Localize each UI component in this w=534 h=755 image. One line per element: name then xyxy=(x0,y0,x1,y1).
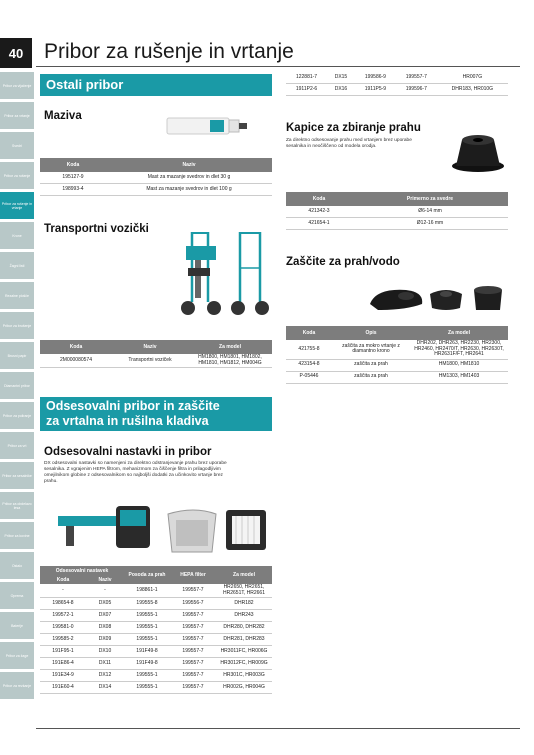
maziva-row xyxy=(40,184,272,196)
sidebar-item[interactable]: Pribor za žage xyxy=(0,642,34,669)
page-number: 40 xyxy=(0,38,32,68)
top-right-row xyxy=(286,84,508,96)
table-cell: 191E86-4 xyxy=(40,658,86,670)
kapice-description: Za direktno odsesovanje prahu med vrtanjem brez uporabe sesalnika in neočiščeno od modela orodja. xyxy=(286,138,412,149)
table-cell: - xyxy=(86,584,124,598)
col-naziv: Naziv xyxy=(86,575,124,584)
sidebar-item[interactable]: Svedri xyxy=(0,132,34,159)
odsesovalni-row xyxy=(40,682,272,694)
odsesovalni-row xyxy=(40,622,272,634)
odsesovalni-row xyxy=(40,610,272,622)
table-cell: HM1303, HM1403 xyxy=(410,371,508,383)
table-cell: Mast za mazanje svedrov in dlet 30 g xyxy=(106,172,272,184)
col-opis: Opis xyxy=(332,326,410,340)
table-cell: 199557-7 xyxy=(170,646,216,658)
table-cell: DHR183, HR010G xyxy=(437,84,508,96)
group-header: Odsesovalni nastavek xyxy=(40,566,124,575)
kapice-row xyxy=(286,206,508,218)
table-cell: DX09 xyxy=(86,634,124,646)
page-title: Pribor za rušenje in vrtanje xyxy=(44,40,294,63)
table-cell: 199555-1 xyxy=(124,670,170,682)
table-cell: 199556-7 xyxy=(170,598,216,610)
maziva-heading: Maziva xyxy=(44,110,82,122)
table-cell: 122881-7 xyxy=(286,72,327,84)
table-cell: HR2650, HR2651, HR2651T, HR2661 xyxy=(216,584,272,598)
kapice-table xyxy=(286,192,508,230)
table-cell: 421755-8 xyxy=(286,340,332,359)
table-cell: 199557-7 xyxy=(170,610,216,622)
col-koda: Koda xyxy=(40,340,112,354)
table-cell: 1911P2-6 xyxy=(286,84,327,96)
table-cell: zaščita za prah xyxy=(332,359,410,371)
grease-tube-image xyxy=(166,114,248,138)
table-cell: DX10 xyxy=(86,646,124,658)
top-right-row xyxy=(286,72,508,84)
col-primerno: Primerno za svedre xyxy=(352,192,508,206)
table-cell: 423154-8 xyxy=(286,359,332,371)
odsesovalni-table xyxy=(40,566,272,694)
table-cell: Ø6-14 mm xyxy=(352,206,508,218)
zascite-row xyxy=(286,359,508,371)
sidebar-item[interactable]: Diamantni pribor xyxy=(0,372,34,399)
dust-extractor-images xyxy=(56,498,272,560)
top-right-table xyxy=(286,72,508,96)
maziva-table xyxy=(40,158,272,196)
table-cell: 195127-9 xyxy=(40,172,106,184)
sidebar-item[interactable]: Pribor za rezkanje xyxy=(0,672,34,699)
table-cell: DX14 xyxy=(86,682,124,694)
table-cell: 199585-2 xyxy=(40,634,86,646)
sidebar-item[interactable]: Pribor za vijačenje xyxy=(0,72,34,99)
table-cell: 199586-9 xyxy=(355,72,396,84)
sidebar-item[interactable]: Pribor za rušenje in vrtanje xyxy=(0,192,34,219)
table-cell: HR3012FC, HR009G xyxy=(216,658,272,670)
zascite-row xyxy=(286,340,508,359)
sidebar-item[interactable]: Baterije xyxy=(0,612,34,639)
table-cell: 2M000080574 xyxy=(40,354,112,368)
odsesovalni-description: DX odsesovalni nastavki so namenjeni za direktno odstranjevanje prahu brez uporabe sesalnika. Z vgrajenim HEPA filtrom, mehanizmom za čiščenje filtra in prilagodljivim omejilnikom globine z odsesovalnikom so najboljši dodatki za učinkovito vrtanje brez prahu. xyxy=(44,461,227,484)
odsesovalni-heading: Odsesovalni nastavki in pribor xyxy=(44,446,212,458)
maziva-row xyxy=(40,172,272,184)
table-cell: 199557-7 xyxy=(170,634,216,646)
table-cell: 199557-7 xyxy=(170,670,216,682)
table-cell: 199557-7 xyxy=(170,658,216,670)
table-cell: HR3011FC, HR006G xyxy=(216,646,272,658)
section-header-line2: za vrtalna in rušilna kladiva xyxy=(46,414,209,428)
odsesovalni-row xyxy=(40,670,272,682)
table-cell: DX08 xyxy=(86,622,124,634)
col-naziv: Naziv xyxy=(112,340,188,354)
col-posoda: Posoda za prah xyxy=(124,566,170,584)
table-cell: 191F49-8 xyxy=(124,658,170,670)
table-cell: 191E34-9 xyxy=(40,670,86,682)
col-koda: Koda xyxy=(286,326,332,340)
odsesovalni-row xyxy=(40,584,272,598)
table-cell: 199555-1 xyxy=(124,622,170,634)
col-koda: Koda xyxy=(40,575,86,584)
table-cell: Ø12-16 mm xyxy=(352,218,508,230)
table-cell: 198861-1 xyxy=(124,584,170,598)
table-cell: DHR202, DHR263, HR2230, HR2300, HR2460, HR2470/T, HR2630, HR2630T, HR2631F/FT, HR2641 xyxy=(410,340,508,359)
table-cell: DX07 xyxy=(86,610,124,622)
col-hepa: HEPA filter xyxy=(170,566,216,584)
title-divider xyxy=(36,66,520,67)
sidebar-item[interactable]: Oprema xyxy=(0,582,34,609)
sidebar-item[interactable]: Pribor za vrt xyxy=(0,432,34,459)
sidebar-item[interactable]: Ostalo xyxy=(0,552,34,579)
kapice-row xyxy=(286,218,508,230)
table-cell: 199557-7 xyxy=(170,584,216,598)
kapice-heading: Kapice za zbiranje prahu xyxy=(286,122,421,134)
zascite-table xyxy=(286,326,508,384)
table-cell: - xyxy=(40,584,86,598)
table-cell: DHR280, DHR282 xyxy=(216,622,272,634)
table-cell: DHR182 xyxy=(216,598,272,610)
sidebar-item[interactable]: Pribor za obdelavo lesa xyxy=(0,492,34,519)
table-cell: 199555-1 xyxy=(124,634,170,646)
sidebar-item[interactable]: Pribor za vrtanje xyxy=(0,102,34,129)
col-naziv: Naziv xyxy=(106,158,272,172)
table-cell: 199596-7 xyxy=(396,84,437,96)
odsesovalni-row xyxy=(40,658,272,670)
table-cell: DX11 xyxy=(86,658,124,670)
table-cell: 199555-1 xyxy=(124,610,170,622)
table-cell: P-05446 xyxy=(286,371,332,383)
sidebar-item[interactable]: Žagni listi xyxy=(0,252,34,279)
table-cell: Mast za mazanje svedrov in dlet 100 g xyxy=(106,184,272,196)
table-cell: zaščita za prah xyxy=(332,371,410,383)
table-cell: HM1800, HM1801, HM1802, HM1810, HM1812, HM004G xyxy=(188,354,272,368)
col-za-model: Za model xyxy=(188,340,272,354)
dust-guard-images xyxy=(366,282,508,314)
table-cell: 199572-1 xyxy=(40,610,86,622)
table-cell: 199555-1 xyxy=(124,682,170,694)
section-header-odsesovalni xyxy=(40,397,272,431)
table-cell: 191F95-1 xyxy=(40,646,86,658)
table-cell: HM1800, HM1810 xyxy=(410,359,508,371)
table-cell: Transportni voziček xyxy=(112,354,188,368)
odsesovalni-row xyxy=(40,598,272,610)
vozicki-row xyxy=(40,354,272,368)
table-cell: DX05 xyxy=(86,598,124,610)
sidebar-item[interactable]: Pribor za rušenje xyxy=(0,162,34,189)
table-cell: HR007G xyxy=(437,72,508,84)
table-cell: 198654-8 xyxy=(40,598,86,610)
table-cell: DX15 xyxy=(327,72,355,84)
footer-divider xyxy=(36,728,520,729)
col-za-model: Za model xyxy=(216,566,272,584)
table-cell: 421654-1 xyxy=(286,218,352,230)
table-cell: 198993-4 xyxy=(40,184,106,196)
table-cell: 421342-3 xyxy=(286,206,352,218)
section-header-ostali: Ostali pribor xyxy=(40,74,272,96)
sidebar xyxy=(0,72,34,702)
table-cell: 199557-7 xyxy=(170,682,216,694)
dust-cap-image xyxy=(448,130,508,174)
zascite-row xyxy=(286,371,508,383)
col-koda: Koda xyxy=(286,192,352,206)
table-cell: zaščita za mokro vrtanje z diamantno krono xyxy=(332,340,410,359)
zascite-heading: Zaščite za prah/vodo xyxy=(286,256,400,268)
table-cell: HR002G, HR004G xyxy=(216,682,272,694)
sidebar-item[interactable]: Brusni papir xyxy=(0,342,34,369)
section-header-line1: Odsesovalni pribor in zaščite xyxy=(46,399,220,413)
sidebar-item[interactable]: Krone xyxy=(0,222,34,249)
table-cell: 199555-8 xyxy=(124,598,170,610)
table-cell: HR301C, HR003G xyxy=(216,670,272,682)
odsesovalni-row xyxy=(40,634,272,646)
table-cell: 199557-7 xyxy=(170,622,216,634)
table-cell: 199557-7 xyxy=(396,72,437,84)
col-za-model: Za model xyxy=(410,326,508,340)
table-cell: DX16 xyxy=(327,84,355,96)
sidebar-item[interactable]: Pribor za brušenje xyxy=(0,312,34,339)
vozicki-table xyxy=(40,340,272,368)
sidebar-item[interactable]: Pribor za sesalnike xyxy=(0,462,34,489)
table-cell: DHR243 xyxy=(216,610,272,622)
odsesovalni-row xyxy=(40,646,272,658)
table-cell: DX12 xyxy=(86,670,124,682)
vozicki-heading: Transportni vozički xyxy=(44,223,149,235)
col-koda: Koda xyxy=(40,158,106,172)
table-cell: 191F49-8 xyxy=(124,646,170,658)
table-cell: 191E60-4 xyxy=(40,682,86,694)
table-cell: 199581-0 xyxy=(40,622,86,634)
sidebar-item[interactable]: Rezalne plošče xyxy=(0,282,34,309)
trolley-image xyxy=(178,228,278,320)
sidebar-item[interactable]: Pribor za poliranje xyxy=(0,402,34,429)
table-cell: 1911P5-9 xyxy=(355,84,396,96)
sidebar-item[interactable]: Pribor za kovine xyxy=(0,522,34,549)
table-cell: DHR281, DHR283 xyxy=(216,634,272,646)
